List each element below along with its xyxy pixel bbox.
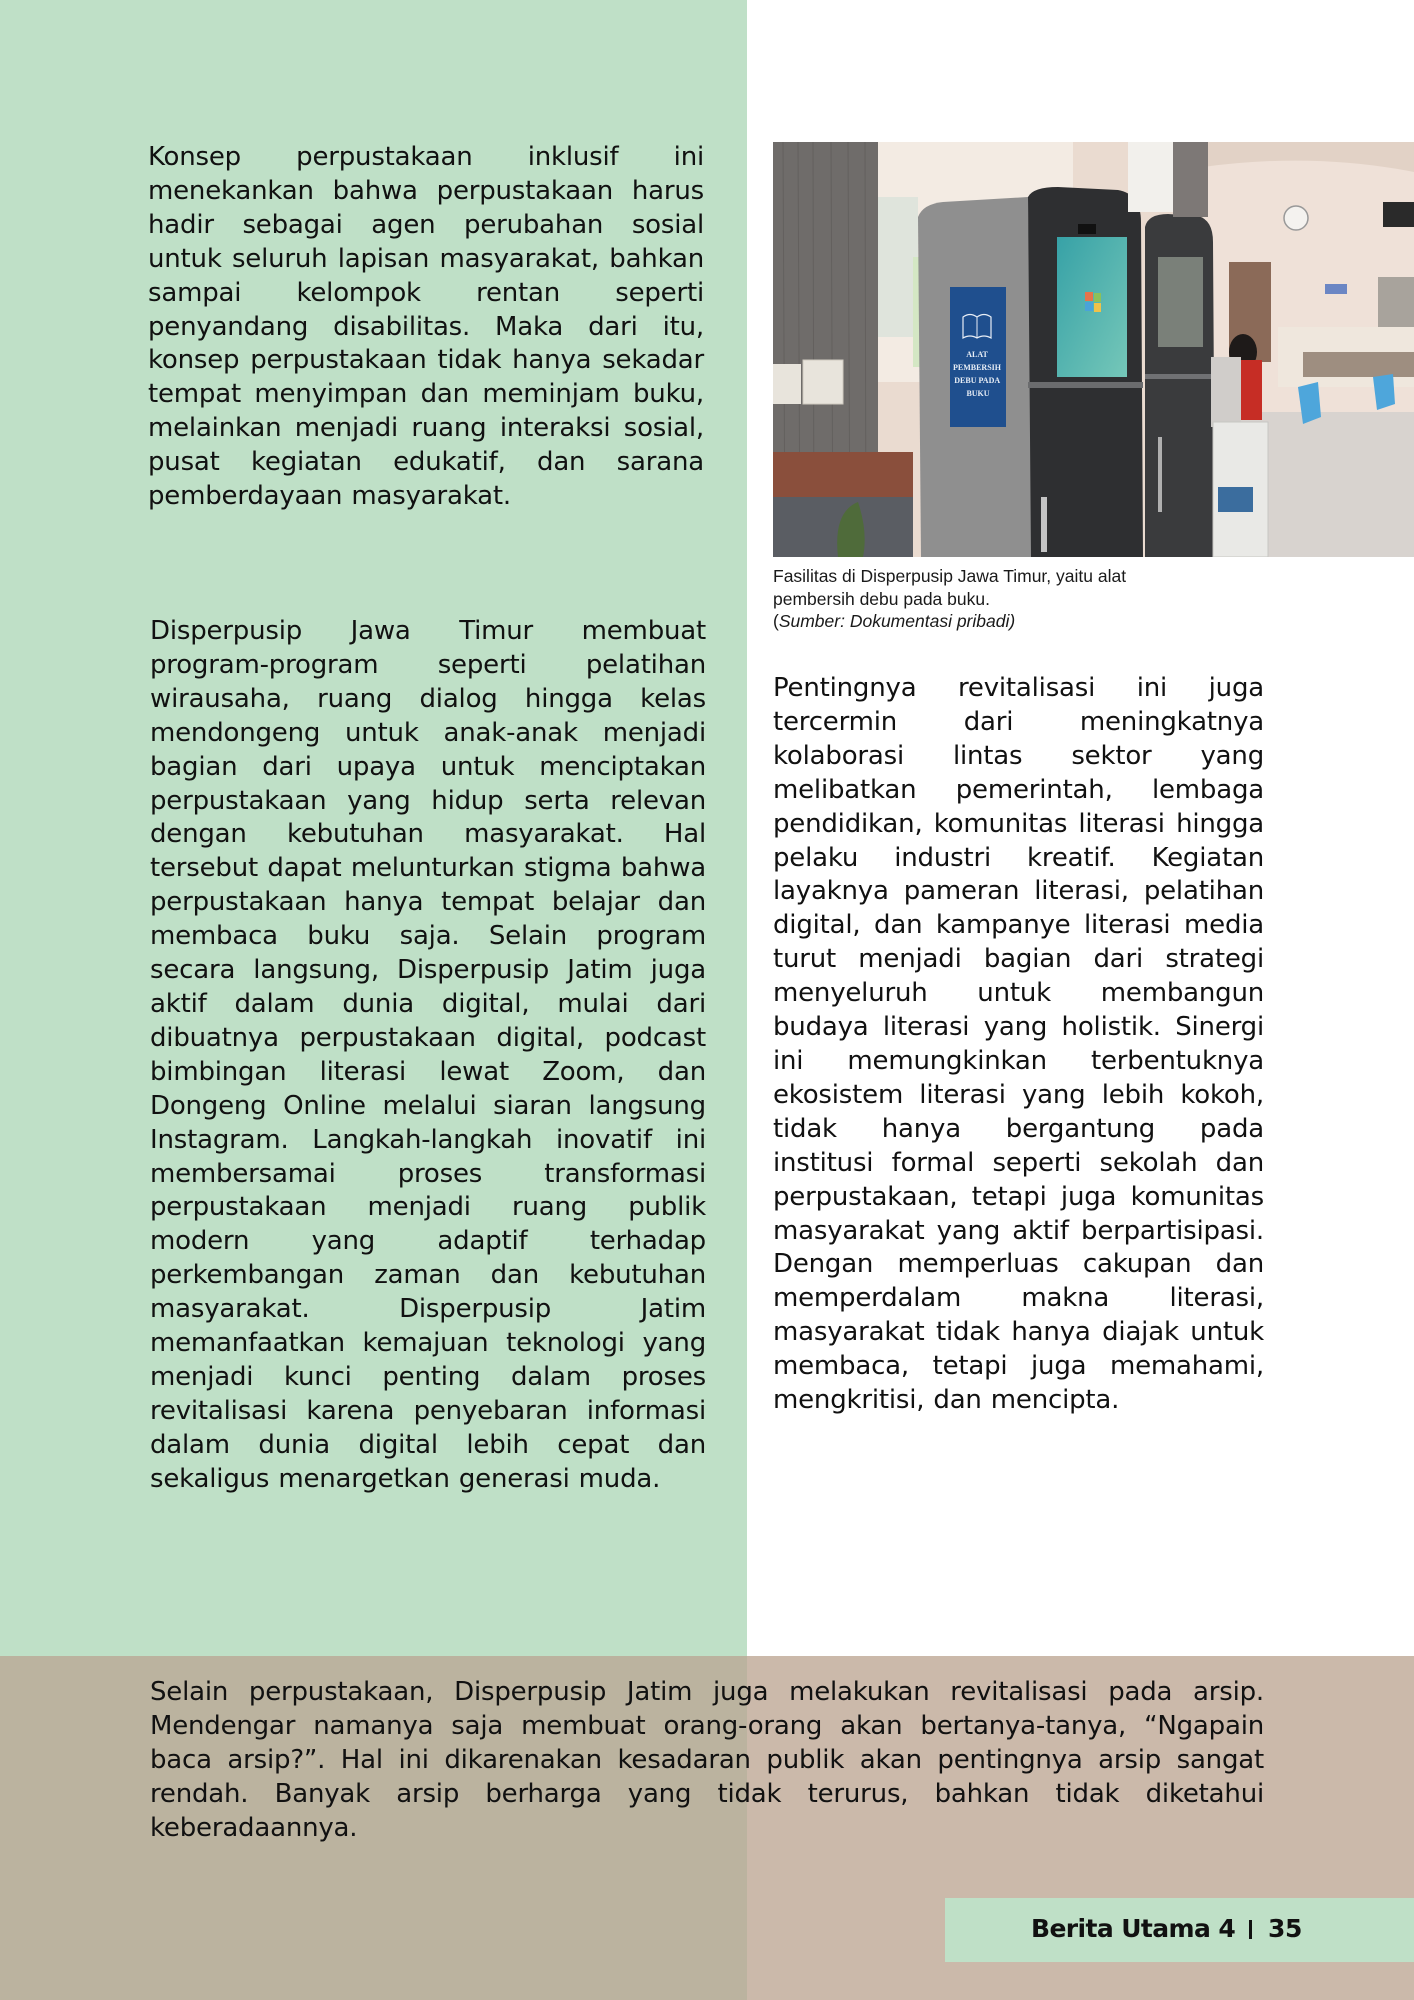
windows-logo-icon bbox=[1085, 292, 1101, 312]
article-paragraph-3: Pentingnya revitalisasi ini juga tercermin dari meningkatnya kolaborasi lintas sektor yang melibatkan pemerintah, lembaga pendidikan, komunitas literasi hingga pelaku industri kreatif. Kegiatan layaknya pameran literasi, pelatihan digital, dan kampanye literasi media turut menjadi bagian dari strategi menyeluruh untuk membangun budaya literasi yang holistik. Sinergi ini memungkinkan terbentuknya ekosistem literasi yang lebih kokoh, tidak hanya bergantung pada institusi formal seperti sekolah dan perpustakaan, tetapi juga komunitas masyarakat yang aktif berpartisipasi. Dengan memperluas cakupan dan memperdalam makna literasi, masyarakat tidak hanya diajak untuk membaca, tetapi juga memahami, mengkritisi, dan mencipta. bbox=[773, 673, 1264, 1416]
figure-photo-book-dust-cleaner bbox=[773, 142, 1414, 557]
wall-clock-icon bbox=[1284, 206, 1308, 230]
sign-text: ALAT PEMBERSIH DEBU PADA BUKU bbox=[952, 350, 1002, 398]
page-footer-badge bbox=[945, 1898, 1414, 1962]
article-paragraph-2: Disperpusip Jawa Timur membuat program-program seperti pelatihan wirausaha, ruang dialog hingga kelas mendongeng untuk anak-anak menjadi bagian dari upaya untuk menciptakan perpustakaan yang hidup serta relevan dengan kebutuhan masyarakat. Hal tersebut dapat melunturkan stigma bahwa perpustakaan hanya tempat belajar dan membaca buku saja. Selain program secara langsung, Disperpusip Jatim juga aktif dalam dunia digital, mulai dari dibuatnya perpustakaan digital, podcast bimbingan literasi lewat Zoom, dan Dongeng Online melalui siaran langsung Instagram. Langkah-langkah inovatif ini membersamai proses transformasi perpustakaan menjadi ruang publik modern yang adaptif terhadap perkembangan zaman dan kebutuhan masyarakat. Disperpusip Jatim memanfaatkan kemajuan teknologi yang menjadi kunci penting dalam proses revitalisasi karena penyebaran informasi dalam dunia digital lebih cepat dan sekaligus menargetkan generasi muda. bbox=[150, 616, 706, 1494]
caption-source: Sumber: Dokumentasi pribadi) bbox=[778, 611, 1016, 631]
footer-separator bbox=[1249, 1920, 1252, 1939]
caption-text: Fasilitas di Disperpusip Jawa Timur, yaitu alat pembersih debu pada buku. bbox=[773, 566, 1127, 609]
article-paragraph-4: Selain perpustakaan, Disperpusip Jatim juga melakukan revitalisasi pada arsip. Mendengar namanya saja membuat orang-orang akan bertanya-tanya, “Ngapain baca arsip?”. Hal ini dikarenakan kesadaran publik akan pentingnya arsip sangat rendah. Banyak arsip berharga yang tidak terurus, bahkan tidak diketahui keberadaannya. bbox=[150, 1677, 1264, 1843]
footer-section-title: Berita Utama 4 bbox=[1031, 1914, 1236, 1943]
caption-source-paren: ( bbox=[773, 611, 779, 631]
page-number: 35 bbox=[1268, 1914, 1302, 1943]
article-paragraph-1: Konsep perpustakaan inklusif ini menekankan bahwa perpustakaan harus hadir sebagai agen perubahan sosial untuk seluruh lapisan masyarakat, bahkan sampai kelompok rentan seperti penyandang disabilitas. Maka dari itu, konsep perpustakaan tidak hanya sekadar tempat menyimpan dan meminjam buku, melainkan menjadi ruang interaksi sosial, pusat kegiatan edukatif, dan sarana pemberdayaan masyarakat. bbox=[148, 142, 704, 512]
figure-caption bbox=[773, 565, 1193, 633]
